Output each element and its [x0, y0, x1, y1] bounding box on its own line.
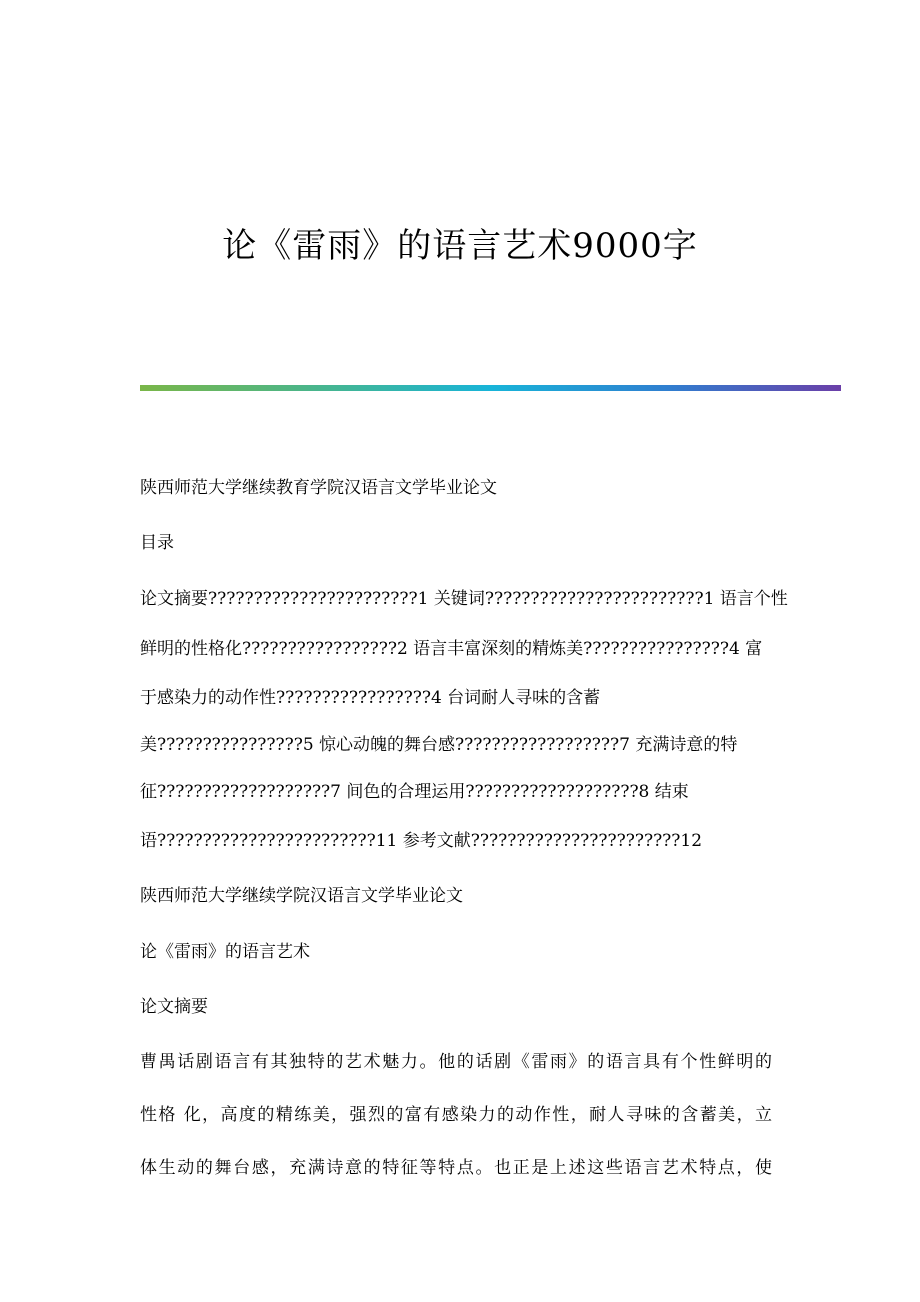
toc-line: 征???????????????????7 间色的合理运用???????????????????8 结束: [140, 782, 689, 802]
heading-university: 陕西师范大学继续教育学院汉语言文学毕业论文: [140, 478, 497, 498]
toc-line: 美????????????????5 惊心动魄的舞台感??????????????????7 充满诗意的特: [140, 735, 738, 755]
abstract-line: 体生动的舞台感，充满诗意的特征等特点。也正是上述这些语言艺术特点，使: [140, 1158, 772, 1178]
abstract-line: 曹禺话剧语言有其独特的艺术魅力。他的话剧《雷雨》的语言具有个性鲜明的: [140, 1052, 772, 1072]
heading-college: 陕西师范大学继续学院汉语言文学毕业论文: [140, 886, 463, 906]
paper-subtitle: 论《雷雨》的语言艺术: [140, 942, 310, 962]
toc-line: 语????????????????????????11 参考文献???????????????????????12: [140, 831, 703, 851]
abstract-title: 论文摘要: [140, 997, 208, 1017]
toc-line: 鲜明的性格化?????????????????2 语言丰富深刻的精炼美????????????????4 富: [140, 639, 763, 659]
document-title: 论《雷雨》的语言艺术9000字: [222, 226, 698, 266]
gradient-divider: [140, 385, 841, 391]
toc-title: 目录: [140, 533, 174, 553]
abstract-line: 性格 化，高度的精练美，强烈的富有感染力的动作性，耐人寻味的含蓄美，立: [140, 1105, 772, 1125]
toc-line: 于感染力的动作性?????????????????4 台词耐人寻味的含蓄: [140, 688, 601, 708]
toc-line: 论文摘要???????????????????????1 关键词????????????????????????1 语言个性: [140, 589, 788, 609]
